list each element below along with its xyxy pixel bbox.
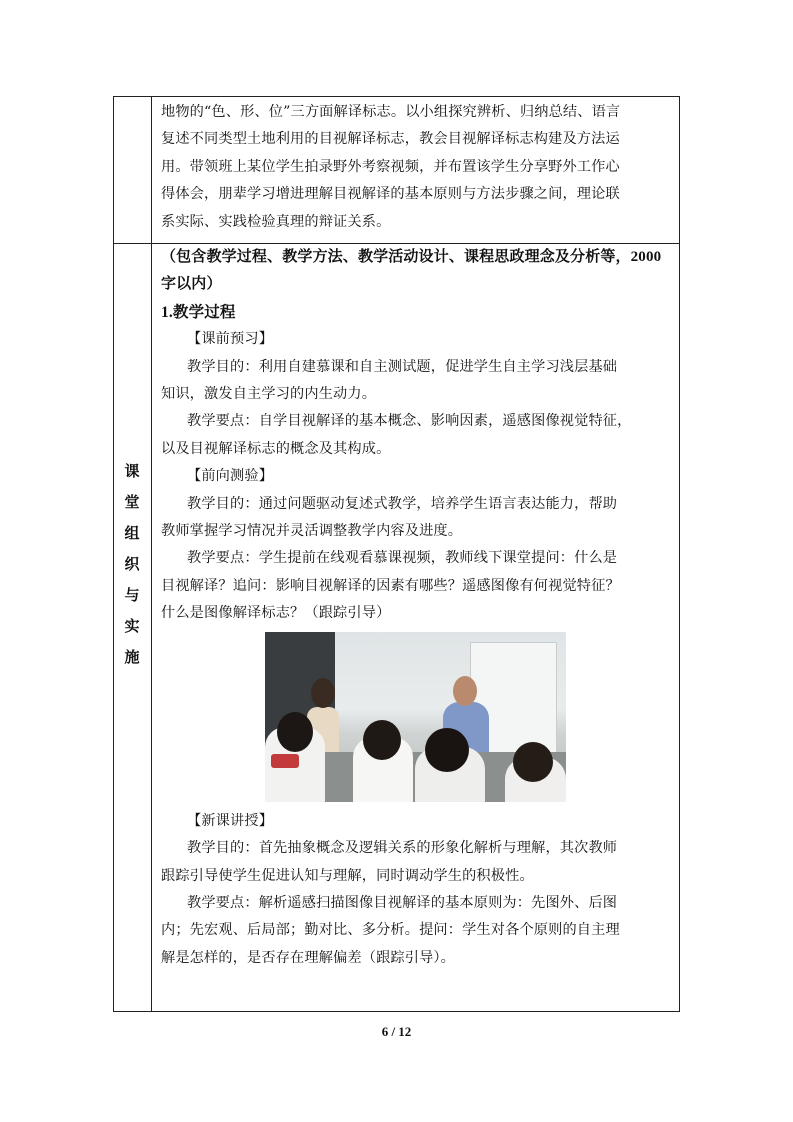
section-heading: 1.教学过程 xyxy=(161,303,236,321)
paragraph-line: 复述不同类型土地利用的目视解译标志，教会目视解译标志构建及方法运 xyxy=(161,131,620,148)
classroom-photo xyxy=(265,632,566,802)
page-number: 6 / 12 xyxy=(381,1024,412,1039)
preview-goal: 知识，激发自主学习的内生动力。 xyxy=(161,386,377,403)
table-row xyxy=(114,97,680,244)
newlesson-heading: 【新课讲授】 xyxy=(187,812,274,829)
side-label-char: 实 xyxy=(124,617,140,635)
teacher-head xyxy=(453,676,477,706)
left-cell-empty xyxy=(114,97,152,244)
seated-student-head xyxy=(277,712,313,752)
newlesson-key: 内；先宏观、后局部；勤对比、多分析。提问：学生对各个原则的自主理 xyxy=(161,922,620,939)
side-label-char: 堂 xyxy=(124,493,140,511)
preview-heading: 【课前预习】 xyxy=(187,331,274,348)
pretest-goal: 教学目的：通过问题驱动复述式教学，培养学生语言表达能力，帮助 xyxy=(187,495,618,512)
seated-student-head xyxy=(363,720,401,760)
side-label-char: 课 xyxy=(124,462,140,480)
table-row xyxy=(114,244,680,1012)
newlesson-goal: 教学目的：首先抽象概念及逻辑关系的形象化解析与理解，其次教师 xyxy=(187,840,618,857)
seated-student-head xyxy=(513,742,553,782)
side-label-char: 织 xyxy=(124,555,140,573)
intro-note: 字以内） xyxy=(161,276,222,293)
pretest-key: 什么是图像解译标志？（跟踪引导） xyxy=(161,605,391,622)
shirt-logo xyxy=(271,754,299,768)
pretest-heading: 【前向测验】 xyxy=(187,468,274,485)
right-cell-main xyxy=(152,244,680,1012)
side-label-char: 施 xyxy=(124,648,140,666)
intro-note: （包含教学过程、教学方法、教学活动设计、课程思政理念及分析等，2000 xyxy=(161,249,662,265)
preview-key: 教学要点：自学目视解译的基本概念、影响因素，遥感图像视觉特征， xyxy=(187,413,632,430)
preview-goal: 教学目的：利用自建慕课和自主测试题，促进学生自主学习浅层基础 xyxy=(187,358,618,375)
paragraph-line: 用。带领班上某位学生拍录野外考察视频，并布置该学生分享野外工作心 xyxy=(161,158,620,175)
preview-key: 以及目视解译标志的概念及其构成。 xyxy=(161,440,391,457)
newlesson-key: 解是怎样的，是否存在理解偏差（跟踪引导）。 xyxy=(161,949,455,966)
seated-student-head xyxy=(425,728,469,772)
newlesson-goal: 跟踪引导使学生促进认知与理解，同时调动学生的积极性。 xyxy=(161,867,534,884)
side-label xyxy=(113,456,151,673)
pretest-goal: 教师掌握学习情况并灵活调整教学内容及进度。 xyxy=(161,523,463,540)
side-label-char: 组 xyxy=(124,524,140,542)
pretest-key: 教学要点：学生提前在线观看慕课视频，教师线下课堂提问：什么是 xyxy=(187,550,618,567)
paragraph-line: 地物的“色、形、位”三方面解译标志。以小组探究辨析、归纳总结、语言 xyxy=(161,104,621,120)
right-cell-continuation xyxy=(152,97,680,244)
paragraph-line: 系实际、实践检验真理的辩证关系。 xyxy=(161,213,391,230)
content-table xyxy=(113,96,680,1012)
side-label-char: 与 xyxy=(124,586,140,604)
standing-student-head xyxy=(311,678,335,708)
paragraph-line: 得体会，朋辈学习增进理解目视解译的基本原则与方法步骤之间，理论联 xyxy=(161,186,620,203)
newlesson-key: 教学要点：解析遥感扫描图像目视解译的基本原则为：先图外、后图 xyxy=(187,894,618,911)
pretest-key: 目视解译？追问：影响目视解译的因素有哪些？遥感图像有何视觉特征？ xyxy=(161,577,620,594)
